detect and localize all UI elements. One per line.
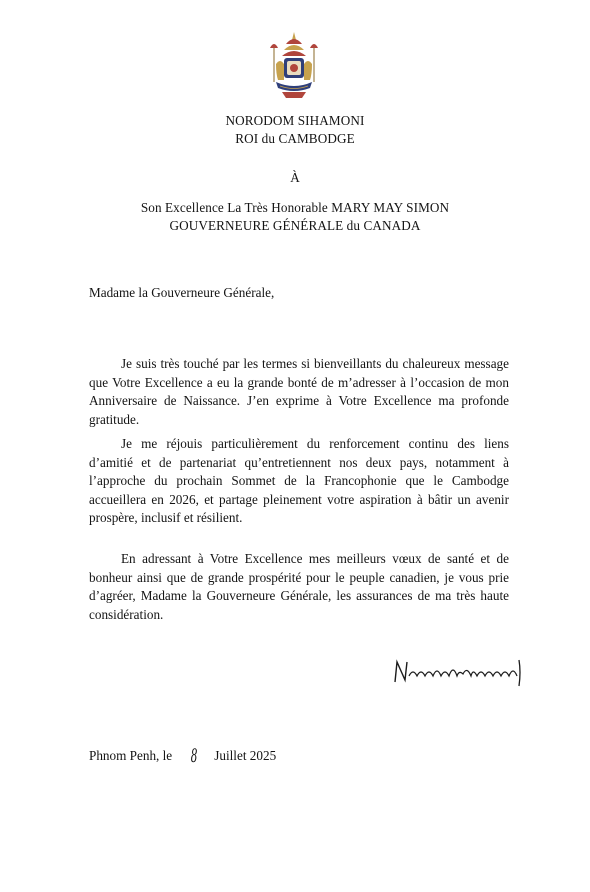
sender-name: NORODOM SIHAMONI (225, 113, 365, 128)
dateline-place: Phnom Penh, le (89, 748, 173, 763)
salutation: Madame la Gouverneure Générale, (89, 285, 275, 300)
sender-title: ROI du CAMBODGE (235, 131, 355, 146)
body-paragraph-3: En adressant à Votre Excellence mes meilleurs vœux de santé et de bonheur ainsi que de grande prospérité pour le peuple canadien, je vous prie d’agréer, Madame la Gouverneure Générale, les assurances de ma très haute considération. (89, 551, 509, 622)
handwritten-signature (393, 656, 533, 690)
body-paragraph-2: Je me réjouis particulièrement du renforcement continu des liens d’amitié et de partenariat qu’entretiennent nos deux pays, notamment à l’approche du prochain Sommet de la Francophonie que le Cambodge accueillera en 2026, et partage pleinement votre aspiration à bâtir un avenir prospère, inclusif et résilient. (89, 436, 509, 526)
recipient-name: Son Excellence La Très Honorable MARY MAY SIMON (140, 200, 450, 215)
dateline (89, 743, 276, 765)
dateline-month-year: Juillet 2025 (214, 748, 277, 763)
royal-coat-of-arms-icon (264, 30, 324, 102)
dateline-day: 8 (190, 745, 198, 767)
addressee-preposition: À (290, 170, 300, 185)
recipient-title: GOUVERNEURE GÉNÉRALE du CANADA (169, 218, 421, 233)
body-paragraph-1: Je suis très touché par les termes si bienveillants du chaleureux message que Votre Excellence a eu la grande bonté de m’adresser à l’occasion de mon Anniversaire de Naissance. J’en exprime à Votre Excellence ma profonde gratitude. (89, 356, 509, 427)
